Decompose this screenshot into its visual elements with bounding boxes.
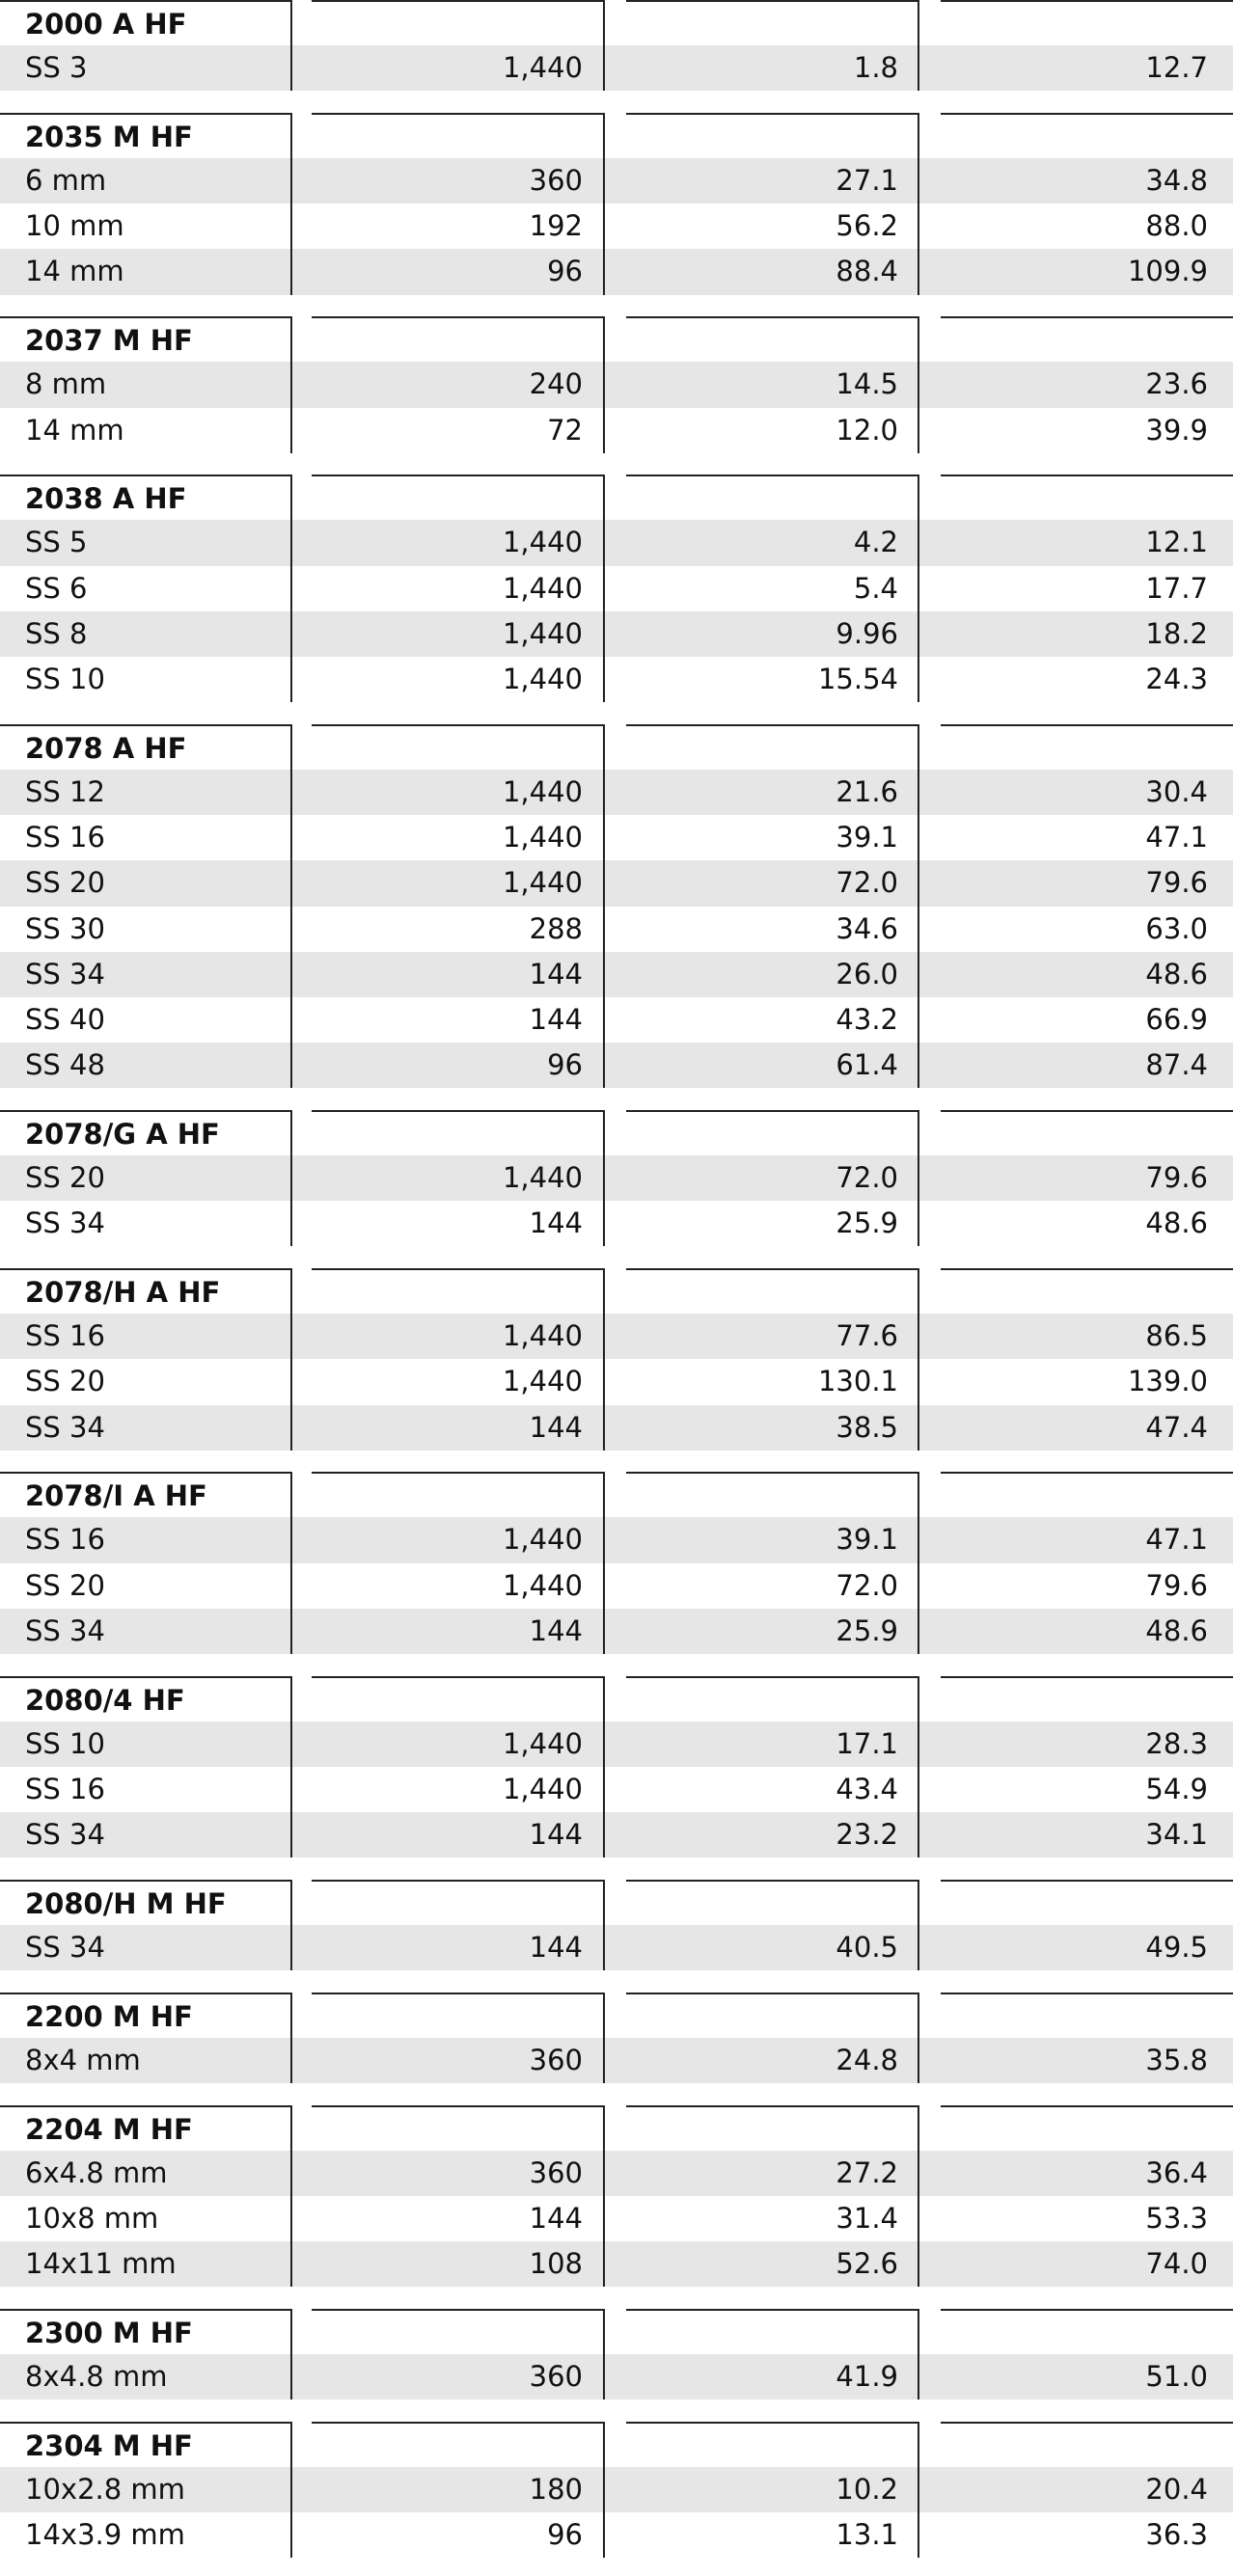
quantity-cell: 1,440: [312, 1722, 605, 1767]
group-header: [0, 1993, 1233, 2038]
group-title: 2080/H M HF: [0, 1880, 292, 1925]
total-cell: 54.9: [1145, 1772, 1208, 1805]
size-cell: SS 34: [0, 1925, 292, 1970]
table-row: [0, 2512, 1233, 2558]
quantity-cell: 1,440: [312, 657, 605, 702]
quantity-cell: 144: [312, 1609, 605, 1654]
group-header: [0, 1110, 1233, 1155]
header-cell: [312, 2422, 605, 2467]
total-cell: 36.3: [1145, 2518, 1208, 2552]
table-group: [0, 475, 1233, 702]
quantity-cell: 96: [312, 2512, 605, 2558]
group-header: [0, 113, 1233, 158]
size-cell: 8x4 mm: [0, 2038, 292, 2083]
total-cell: 53.3: [1145, 2202, 1208, 2236]
group-title: 2078/H A HF: [0, 1268, 292, 1314]
group-header: [0, 724, 1233, 770]
header-cell: [312, 1268, 605, 1314]
group-header: [0, 475, 1233, 520]
group-title: 2000 A HF: [0, 0, 292, 45]
table-row: [0, 997, 1233, 1043]
table-group: [0, 113, 1233, 295]
value-cell: 72.0: [626, 860, 919, 906]
size-cell: SS 20: [0, 1155, 292, 1201]
value-cell: 5.4: [626, 566, 919, 611]
total-cell: 35.8: [1145, 2043, 1208, 2076]
header-cell: [941, 0, 1233, 45]
total-cell: 47.4: [1145, 1410, 1208, 1444]
size-cell: 14x11 mm: [0, 2241, 292, 2287]
total-cell: 47.1: [1145, 1523, 1208, 1557]
quantity-cell: 1,440: [312, 520, 605, 565]
header-cell: [626, 2105, 919, 2151]
value-cell: 25.9: [626, 1609, 919, 1654]
size-cell: SS 8: [0, 611, 292, 657]
value-cell: 77.6: [626, 1314, 919, 1359]
size-cell: SS 34: [0, 1201, 292, 1246]
quantity-cell: 1,440: [312, 815, 605, 860]
value-cell: 31.4: [626, 2196, 919, 2241]
value-cell: 27.1: [626, 158, 919, 203]
table-row: [0, 952, 1233, 997]
group-header: [0, 1676, 1233, 1722]
header-cell: [312, 316, 605, 362]
size-cell: 6x4.8 mm: [0, 2151, 292, 2196]
size-cell: SS 10: [0, 1722, 292, 1767]
total-cell: 79.6: [1145, 866, 1208, 900]
header-cell: [626, 2309, 919, 2354]
table-row: [0, 657, 1233, 702]
table-group: [0, 2422, 1233, 2559]
quantity-cell: 1,440: [312, 1563, 605, 1609]
size-cell: 8x4.8 mm: [0, 2354, 292, 2400]
table-group: [0, 1993, 1233, 2083]
group-header: [0, 0, 1233, 45]
table-group: [0, 2309, 1233, 2400]
value-cell: 34.6: [626, 907, 919, 952]
total-cell: 48.6: [1145, 957, 1208, 990]
group-header: [0, 2105, 1233, 2151]
header-cell: [941, 113, 1233, 158]
group-title: 2304 M HF: [0, 2422, 292, 2467]
value-cell: 17.1: [626, 1722, 919, 1767]
value-cell: 72.0: [626, 1155, 919, 1201]
size-cell: SS 16: [0, 1314, 292, 1359]
quantity-cell: 1,440: [312, 1359, 605, 1404]
value-cell: 9.96: [626, 611, 919, 657]
value-cell: 21.6: [626, 770, 919, 815]
total-cell: 74.0: [1145, 2247, 1208, 2281]
quantity-cell: 1,440: [312, 860, 605, 906]
total-cell: 48.6: [1145, 1207, 1208, 1240]
quantity-cell: 96: [312, 249, 605, 294]
header-cell: [626, 475, 919, 520]
size-cell: 10 mm: [0, 203, 292, 249]
size-cell: SS 34: [0, 1812, 292, 1857]
table-group: [0, 2105, 1233, 2288]
quantity-cell: 192: [312, 203, 605, 249]
group-title: 2038 A HF: [0, 475, 292, 520]
table-row: [0, 45, 1233, 91]
total-cell: 24.3: [1145, 663, 1208, 696]
header-cell: [626, 1880, 919, 1925]
header-cell: [626, 0, 919, 45]
group-title: 2078 A HF: [0, 724, 292, 770]
value-cell: 1.8: [626, 45, 919, 91]
size-cell: SS 20: [0, 1359, 292, 1404]
size-cell: SS 16: [0, 1517, 292, 1562]
value-cell: 40.5: [626, 1925, 919, 1970]
header-cell: [312, 113, 605, 158]
quantity-cell: 144: [312, 952, 605, 997]
table-row: [0, 2467, 1233, 2512]
quantity-cell: 144: [312, 1405, 605, 1451]
header-cell: [626, 1268, 919, 1314]
size-cell: SS 30: [0, 907, 292, 952]
table-group: [0, 724, 1233, 1089]
value-cell: 26.0: [626, 952, 919, 997]
value-cell: 12.0: [626, 408, 919, 453]
quantity-cell: 360: [312, 2354, 605, 2400]
table-row: [0, 2354, 1233, 2400]
value-cell: 130.1: [626, 1359, 919, 1404]
table-row: [0, 770, 1233, 815]
table-row: [0, 1043, 1233, 1088]
header-cell: [312, 1110, 605, 1155]
header-cell: [312, 2309, 605, 2354]
header-cell: [626, 1676, 919, 1722]
size-cell: SS 12: [0, 770, 292, 815]
size-cell: SS 3: [0, 45, 292, 91]
header-cell: [941, 1676, 1233, 1722]
value-cell: 41.9: [626, 2354, 919, 2400]
group-title: 2037 M HF: [0, 316, 292, 362]
table-row: [0, 1563, 1233, 1609]
table-row: [0, 611, 1233, 657]
header-cell: [941, 724, 1233, 770]
total-cell: 28.3: [1145, 1726, 1208, 1760]
quantity-cell: 1,440: [312, 45, 605, 91]
size-cell: SS 16: [0, 815, 292, 860]
table-row: [0, 203, 1233, 249]
table-group: [0, 1268, 1233, 1451]
header-cell: [941, 1880, 1233, 1925]
value-cell: 13.1: [626, 2512, 919, 2558]
table-group: [0, 1880, 1233, 1970]
group-title: 2200 M HF: [0, 1993, 292, 2038]
value-cell: 38.5: [626, 1405, 919, 1451]
total-cell: 23.6: [1145, 367, 1208, 401]
header-cell: [312, 724, 605, 770]
header-cell: [941, 2422, 1233, 2467]
table-row: [0, 1812, 1233, 1857]
header-cell: [941, 316, 1233, 362]
header-cell: [941, 1268, 1233, 1314]
group-title: 2035 M HF: [0, 113, 292, 158]
header-cell: [626, 1472, 919, 1517]
header-cell: [626, 724, 919, 770]
table-row: [0, 1609, 1233, 1654]
size-cell: SS 34: [0, 952, 292, 997]
quantity-cell: 144: [312, 2196, 605, 2241]
size-cell: 14x3.9 mm: [0, 2512, 292, 2558]
size-cell: SS 34: [0, 1609, 292, 1654]
quantity-cell: 180: [312, 2467, 605, 2512]
quantity-cell: 360: [312, 2038, 605, 2083]
total-cell: 30.4: [1145, 774, 1208, 808]
size-cell: 14 mm: [0, 408, 292, 453]
table-row: [0, 1359, 1233, 1404]
group-title: 2300 M HF: [0, 2309, 292, 2354]
header-cell: [312, 1676, 605, 1722]
value-cell: 25.9: [626, 1201, 919, 1246]
value-cell: 10.2: [626, 2467, 919, 2512]
header-cell: [941, 475, 1233, 520]
size-cell: SS 6: [0, 566, 292, 611]
size-cell: 10x8 mm: [0, 2196, 292, 2241]
quantity-cell: 360: [312, 158, 605, 203]
size-cell: 10x2.8 mm: [0, 2467, 292, 2512]
size-cell: 14 mm: [0, 249, 292, 294]
header-cell: [626, 113, 919, 158]
total-cell: 34.8: [1145, 164, 1208, 198]
table-row: [0, 158, 1233, 203]
size-cell: SS 20: [0, 1563, 292, 1609]
header-cell: [941, 2309, 1233, 2354]
quantity-cell: 1,440: [312, 566, 605, 611]
total-cell: 20.4: [1145, 2473, 1208, 2507]
table-row: [0, 249, 1233, 294]
table-row: [0, 1314, 1233, 1359]
size-cell: SS 48: [0, 1043, 292, 1088]
header-cell: [626, 1993, 919, 2038]
quantity-cell: 240: [312, 362, 605, 407]
group-header: [0, 2309, 1233, 2354]
table-row: [0, 1155, 1233, 1201]
value-cell: 88.4: [626, 249, 919, 294]
header-cell: [312, 0, 605, 45]
quantity-cell: 1,440: [312, 611, 605, 657]
quantity-cell: 144: [312, 1925, 605, 1970]
table-row: [0, 815, 1233, 860]
table-row: [0, 860, 1233, 906]
group-title: 2078/G A HF: [0, 1110, 292, 1155]
header-cell: [312, 1880, 605, 1925]
header-cell: [941, 1993, 1233, 2038]
value-cell: 56.2: [626, 203, 919, 249]
quantity-cell: 144: [312, 997, 605, 1043]
value-cell: 52.6: [626, 2241, 919, 2287]
value-cell: 23.2: [626, 1812, 919, 1857]
table-row: [0, 362, 1233, 407]
header-cell: [941, 1110, 1233, 1155]
table-row: [0, 907, 1233, 952]
value-cell: 43.4: [626, 1767, 919, 1812]
header-cell: [312, 1993, 605, 2038]
value-cell: 14.5: [626, 362, 919, 407]
header-cell: [626, 316, 919, 362]
total-cell: 66.9: [1145, 1002, 1208, 1036]
table-row: [0, 1722, 1233, 1767]
table-row: [0, 1767, 1233, 1812]
quantity-cell: 1,440: [312, 1314, 605, 1359]
size-cell: SS 34: [0, 1405, 292, 1451]
value-cell: 39.1: [626, 815, 919, 860]
quantity-cell: 1,440: [312, 1767, 605, 1812]
group-header: [0, 1880, 1233, 1925]
header-cell: [312, 2105, 605, 2151]
table-row: [0, 2241, 1233, 2287]
total-cell: 12.7: [1145, 51, 1208, 85]
quantity-cell: 288: [312, 907, 605, 952]
group-title: 2078/I A HF: [0, 1472, 292, 1517]
group-header: [0, 1268, 1233, 1314]
table-row: [0, 566, 1233, 611]
value-cell: 43.2: [626, 997, 919, 1043]
size-cell: 6 mm: [0, 158, 292, 203]
total-cell: 17.7: [1145, 571, 1208, 605]
value-cell: 4.2: [626, 520, 919, 565]
quantity-cell: 108: [312, 2241, 605, 2287]
header-cell: [626, 2422, 919, 2467]
value-cell: 15.54: [626, 657, 919, 702]
group-header: [0, 2422, 1233, 2467]
quantity-cell: 144: [312, 1812, 605, 1857]
header-cell: [941, 1472, 1233, 1517]
quantity-cell: 144: [312, 1201, 605, 1246]
table-group: [0, 0, 1233, 91]
table-row: [0, 1925, 1233, 1970]
total-cell: 139.0: [1127, 1365, 1208, 1398]
total-cell: 34.1: [1145, 1818, 1208, 1852]
table-group: [0, 316, 1233, 453]
header-cell: [941, 2105, 1233, 2151]
value-cell: 39.1: [626, 1517, 919, 1562]
total-cell: 48.6: [1145, 1613, 1208, 1647]
quantity-cell: 360: [312, 2151, 605, 2196]
total-cell: 63.0: [1145, 911, 1208, 945]
table-group: [0, 1676, 1233, 1858]
table-row: [0, 520, 1233, 565]
header-cell: [312, 475, 605, 520]
value-cell: 61.4: [626, 1043, 919, 1088]
header-cell: [312, 1472, 605, 1517]
size-cell: SS 40: [0, 997, 292, 1043]
total-cell: 18.2: [1145, 616, 1208, 650]
quantity-cell: 1,440: [312, 1517, 605, 1562]
size-cell: 8 mm: [0, 362, 292, 407]
table-row: [0, 2196, 1233, 2241]
table-row: [0, 408, 1233, 453]
total-cell: 79.6: [1145, 1161, 1208, 1195]
table-group: [0, 1110, 1233, 1247]
total-cell: 109.9: [1127, 255, 1208, 288]
table-group: [0, 1472, 1233, 1654]
quantity-cell: 1,440: [312, 770, 605, 815]
total-cell: 39.9: [1145, 413, 1208, 447]
table-row: [0, 1201, 1233, 1246]
quantity-cell: 72: [312, 408, 605, 453]
total-cell: 86.5: [1145, 1319, 1208, 1353]
total-cell: 51.0: [1145, 2360, 1208, 2394]
header-cell: [626, 1110, 919, 1155]
total-cell: 49.5: [1145, 1931, 1208, 1965]
total-cell: 12.1: [1145, 526, 1208, 559]
group-header: [0, 1472, 1233, 1517]
quantity-cell: 1,440: [312, 1155, 605, 1201]
total-cell: 88.0: [1145, 209, 1208, 243]
quantity-cell: 96: [312, 1043, 605, 1088]
group-title: 2204 M HF: [0, 2105, 292, 2151]
total-cell: 79.6: [1145, 1568, 1208, 1602]
table-row: [0, 1517, 1233, 1562]
group-header: [0, 316, 1233, 362]
value-cell: 72.0: [626, 1563, 919, 1609]
size-cell: SS 20: [0, 860, 292, 906]
value-cell: 27.2: [626, 2151, 919, 2196]
table-row: [0, 1405, 1233, 1451]
table-row: [0, 2038, 1233, 2083]
table-row: [0, 2151, 1233, 2196]
value-cell: 24.8: [626, 2038, 919, 2083]
total-cell: 87.4: [1145, 1048, 1208, 1082]
total-cell: 36.4: [1145, 2156, 1208, 2189]
size-cell: SS 16: [0, 1767, 292, 1812]
group-title: 2080/4 HF: [0, 1676, 292, 1722]
total-cell: 47.1: [1145, 821, 1208, 854]
size-cell: SS 10: [0, 657, 292, 702]
size-cell: SS 5: [0, 520, 292, 565]
